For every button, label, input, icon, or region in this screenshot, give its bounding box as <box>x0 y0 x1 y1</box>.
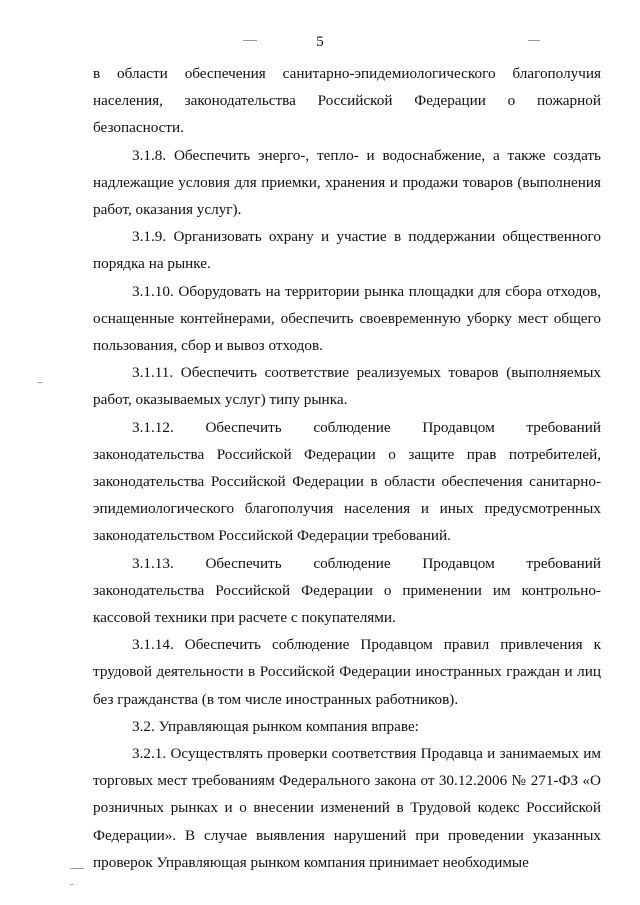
paragraph-3-1-11: 3.1.11. Обеспечить соответствие реализуемых товаров (выполняемых работ, оказываемых услуг) типу рынка. <box>93 364 601 409</box>
paragraph-3-1-9: 3.1.9. Организовать охрану и участие в поддержании общественного порядка на рынке. <box>93 228 601 273</box>
paragraph-3-2-1: 3.2.1. Осуществлять проверки соответствия Продавца и занимаемых им торговых мест требованиям Федерального закона от 30.12.2006 № 271-ФЗ «О розничных рынках и о внесении изменений в Трудовой кодекс Российской Федерации». В случае выявления нарушений при проведении указанных проверок Управляющая рынком компания принимает необходимые <box>93 745 601 871</box>
paragraph-3-2: 3.2. Управляющая рынком компания вправе: <box>132 717 419 735</box>
paragraph-3-1-12: 3.1.12. Обеспечить соблюдение Продавцом требований законодательства Российской Федерации о защите прав потребителей, законодательства Российской Федерации в области обеспечения санитарно-эпидемиологического благополучия населения и иных предусмотренных законодательством Российской Федерации требований. <box>93 418 601 545</box>
paragraph-3-1-10: 3.1.10. Оборудовать на территории рынка площадки для сбора отходов, оснащенные контейнерами, обеспечить своевременную уборку мест общего пользования, сбор и вывоз отходов. <box>93 282 601 355</box>
paragraph-3-1-8: 3.1.8. Обеспечить энерго-, тепло- и водоснабжение, а также создать надлежащие условия для приемки, хранения и продажи товаров (выполнения работ, оказания услуг). <box>93 146 601 219</box>
page-number: 5 <box>316 34 324 50</box>
scan-mark <box>70 884 73 885</box>
scan-mark <box>243 40 257 41</box>
paragraph-3-1-13: 3.1.13. Обеспечить соблюдение Продавцом требований законодательства Российской Федерации о применении им контрольно-кассовой техники при расчете с покупателями. <box>93 554 601 627</box>
scan-mark <box>528 40 540 41</box>
paragraph-continuation: в области обеспечения санитарно-эпидемиологического благополучия населения, законодательства Российской Федерации о пожарной безопасности. <box>93 65 601 137</box>
document-body <box>93 60 601 876</box>
scan-mark <box>38 382 42 383</box>
scan-mark <box>70 868 84 869</box>
paragraph-3-1-14: 3.1.14. Обеспечить соблюдение Продавцом правил привлечения к трудовой деятельности в Российской Федерации иностранных граждан и лиц без гражданства (в том числе иностранных работников). <box>93 636 601 708</box>
